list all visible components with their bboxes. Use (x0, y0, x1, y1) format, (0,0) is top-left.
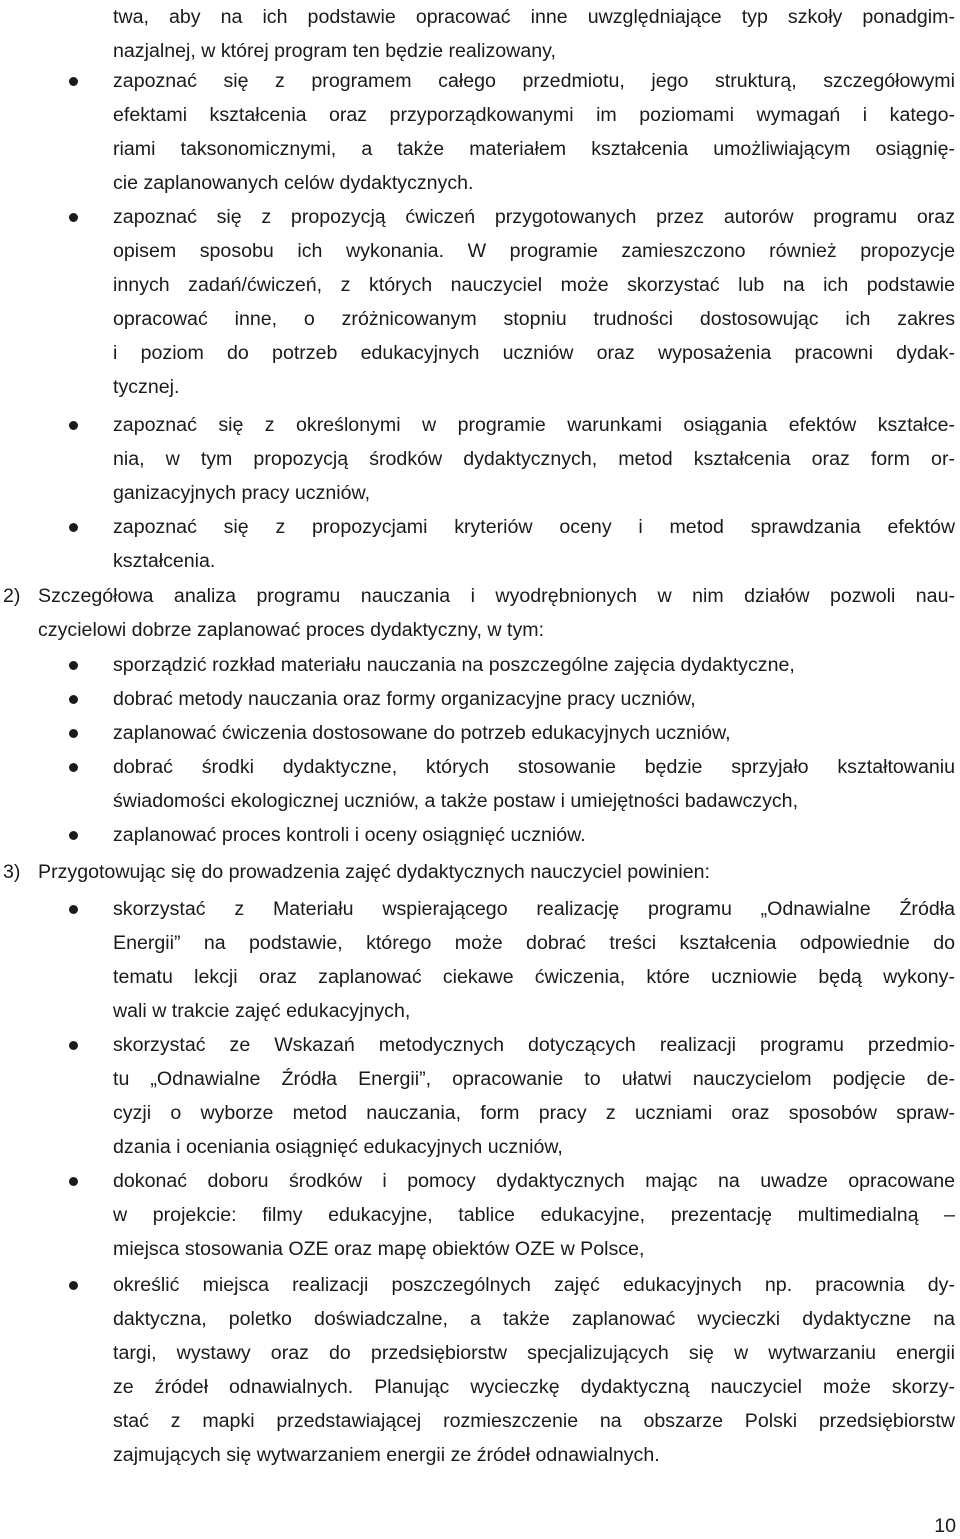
page-number: 10 (934, 1515, 956, 1537)
text-line: określić miejsca realizacji poszczególnych zajęć edukacyjnych np. pracownia dy- (113, 1274, 955, 1296)
bullet-icon (69, 831, 78, 840)
bullet-icon (69, 729, 78, 738)
text-line: efektami kształcenia oraz przyporządkowanymi im poziomami wymagań i katego- (113, 104, 955, 126)
text-line: ze źródeł odnawialnych. Planując wycieczkę dydaktyczną nauczyciel może skorzy- (113, 1376, 955, 1398)
bullet-icon (69, 905, 78, 914)
text-line: świadomości ekologicznej uczniów, a także postaw i umiejętności badawczych, (113, 790, 799, 812)
text-line: miejsca stosowania OZE oraz mapę obiektów OZE w Polsce, (113, 1238, 645, 1260)
text-line: zapoznać się z określonymi w programie warunkami osiągania efektów kształce- (113, 414, 955, 436)
text-line: targi, wystawy oraz do przedsiębiorstw specjalizujących się w wytwarzaniu energii (113, 1342, 955, 1364)
text-line: Przygotowując się do prowadzenia zajęć dydaktycznych nauczyciel powinien: (38, 861, 710, 883)
bullet-icon (69, 1281, 78, 1290)
text-line: dobrać metody nauczania oraz formy organizacyjne pracy uczniów, (113, 688, 696, 710)
bullet-icon (69, 523, 78, 532)
text-line: cie zaplanowanych celów dydaktycznych. (113, 172, 474, 194)
list-number: 3) (3, 861, 21, 883)
bullet-icon (69, 77, 78, 86)
text-line: dzania i oceniania osiągnięć edukacyjnych uczniów, (113, 1136, 563, 1158)
text-line: wali w trakcie zajęć edukacyjnych, (113, 1000, 411, 1022)
text-line: Szczegółowa analiza programu nauczania i wyodrębnionych w nim działów pozwoli nau- (38, 585, 955, 607)
text-line: skorzystać z Materiału wspierającego realizację programu „Odnawialne Źródła (113, 898, 955, 920)
text-line: stać z mapki przedstawiającej rozmieszczenie na obszarze Polski przedsiębiorstw (113, 1410, 955, 1432)
text-line: cyzji o wyborze metod nauczania, form pracy z uczniami oraz sposobów spraw- (113, 1102, 955, 1124)
bullet-icon (69, 763, 78, 772)
text-line: tycznej. (113, 376, 180, 398)
text-line: i poziom do potrzeb edukacyjnych uczniów oraz wyposażenia pracowni dydak- (113, 342, 955, 364)
text-line: zapoznać się z propozycjami kryteriów oceny i metod sprawdzania efektów (113, 516, 955, 538)
text-line: zajmujących się wytwarzaniem energii ze źródeł odnawialnych. (113, 1444, 660, 1466)
text-line: innych zadań/ćwiczeń, z których nauczyciel może skorzystać lub na ich podstawie (113, 274, 955, 296)
text-line: czycielowi dobrze zaplanować proces dydaktyczny, w tym: (38, 619, 545, 641)
text-line: w projekcie: filmy edukacyjne, tablice edukacyjne, prezentację multimedialną – (113, 1204, 955, 1226)
text-line: zaplanować proces kontroli i oceny osiągnięć uczniów. (113, 824, 586, 846)
text-line: zaplanować ćwiczenia dostosowane do potrzeb edukacyjnych uczniów, (113, 722, 731, 744)
text-line: sporządzić rozkład materiału nauczania na poszczególne zajęcia dydaktyczne, (113, 654, 795, 676)
text-line: tu „Odnawialne Źródła Energii”, opracowanie to ułatwi nauczycielom podjęcie de- (113, 1068, 955, 1090)
bullet-icon (69, 213, 78, 222)
bullet-icon (69, 1041, 78, 1050)
list-number: 2) (3, 585, 21, 607)
text-line: zapoznać się z propozycją ćwiczeń przygotowanych przez autorów programu oraz (113, 206, 955, 228)
text-line: nazjalnej, w której program ten będzie realizowany, (113, 40, 556, 62)
text-line: tematu lekcji oraz zaplanować ciekawe ćwiczenia, które uczniowie będą wykony- (113, 966, 955, 988)
text-line: daktyczna, poletko doświadczalne, a także zaplanować wycieczki dydaktyczne na (113, 1308, 955, 1330)
text-line: opisem sposobu ich wykonania. W programie zamieszczono również propozycje (113, 240, 955, 262)
text-line: ganizacyjnych pracy uczniów, (113, 482, 371, 504)
text-line: twa, aby na ich podstawie opracować inne uwzględniające typ szkoły ponadgim- (113, 6, 955, 28)
text-line: dokonać doboru środków i pomocy dydaktycznych mając na uwadze opracowane (113, 1170, 955, 1192)
text-line: dobrać środki dydaktyczne, których stosowanie będzie sprzyjało kształtowaniu (113, 756, 955, 778)
text-line: Energii” na podstawie, którego może dobrać treści kształcenia odpowiednie do (113, 932, 955, 954)
bullet-icon (69, 661, 78, 670)
text-line: skorzystać ze Wskazań metodycznych dotyczących realizacji programu przedmio- (113, 1034, 955, 1056)
bullet-icon (69, 695, 78, 704)
text-line: nia, w tym propozycją środków dydaktycznych, metod kształcenia oraz form or- (113, 448, 955, 470)
text-line: zapoznać się z programem całego przedmiotu, jego strukturą, szczegółowymi (113, 70, 955, 92)
bullet-icon (69, 1177, 78, 1186)
text-line: opracować inne, o zróżnicowanym stopniu trudności dostosowując ich zakres (113, 308, 955, 330)
bullet-icon (69, 421, 78, 430)
text-line: riami taksonomicznymi, a także materiałem kształcenia umożliwiającym osiągnię- (113, 138, 955, 160)
text-line: kształcenia. (113, 550, 216, 572)
